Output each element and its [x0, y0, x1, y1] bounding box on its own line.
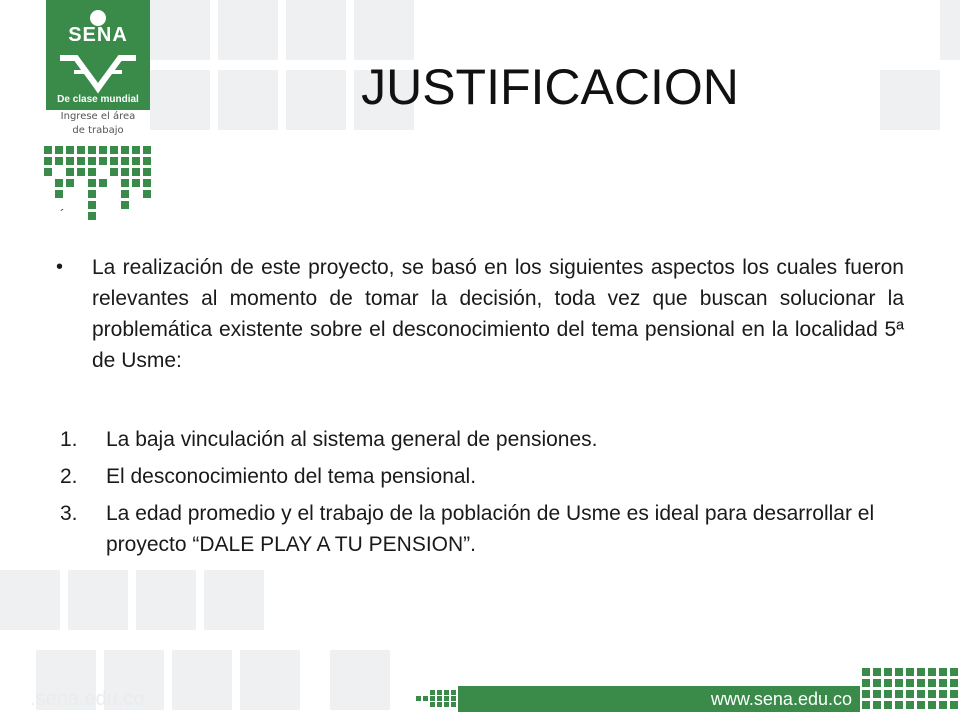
- list-item-text: La edad promedio y el trabajo de la población de Usme es ideal para desarrollar el proyecto “DALE PLAY A TU PENSION”.: [106, 502, 875, 556]
- list-item-number: 3.: [60, 502, 78, 525]
- list-item-text: La baja vinculación al sistema general de pensiones.: [106, 428, 598, 451]
- sena-logo: [46, 0, 150, 110]
- footer-url-ghost: .sena.edu.co: [30, 688, 145, 710]
- logo-tagline: De clase mundial: [57, 94, 139, 105]
- bullet-paragraph: [56, 252, 904, 376]
- numbered-list: [56, 424, 916, 566]
- list-item-number: 2.: [60, 465, 78, 488]
- area-label: [46, 110, 150, 138]
- slide-title: JUSTIFICACION: [361, 59, 739, 115]
- list-item-number: 1.: [60, 428, 78, 451]
- bullet-text: La realización de este proyecto, se basó en los siguientes aspectos los cuales fueron relevantes al momento de tomar la decisión, toda vez que buscan solucionar la problemática existente sobre el desconocimiento del tema pensional en la localidad 5ª de Usme:: [92, 256, 904, 372]
- list-item: [56, 498, 916, 560]
- list-item-text: El desconocimiento del tema pensional.: [106, 465, 477, 488]
- stray-mark: ´: [60, 206, 65, 222]
- bullet-marker: •: [56, 256, 64, 278]
- list-item: [56, 424, 916, 455]
- area-label-line-1: Ingrese el área: [60, 111, 136, 122]
- area-label-line-2: de trabajo: [72, 125, 124, 136]
- footer-pixel-right-decoration: [862, 668, 958, 718]
- footer-url[interactable]: www.sena.edu.co: [710, 689, 852, 709]
- body-text: [56, 252, 904, 376]
- footer-pixel-left-decoration: [416, 688, 460, 712]
- list-item: [56, 461, 916, 492]
- logo-word: SENA: [68, 24, 128, 46]
